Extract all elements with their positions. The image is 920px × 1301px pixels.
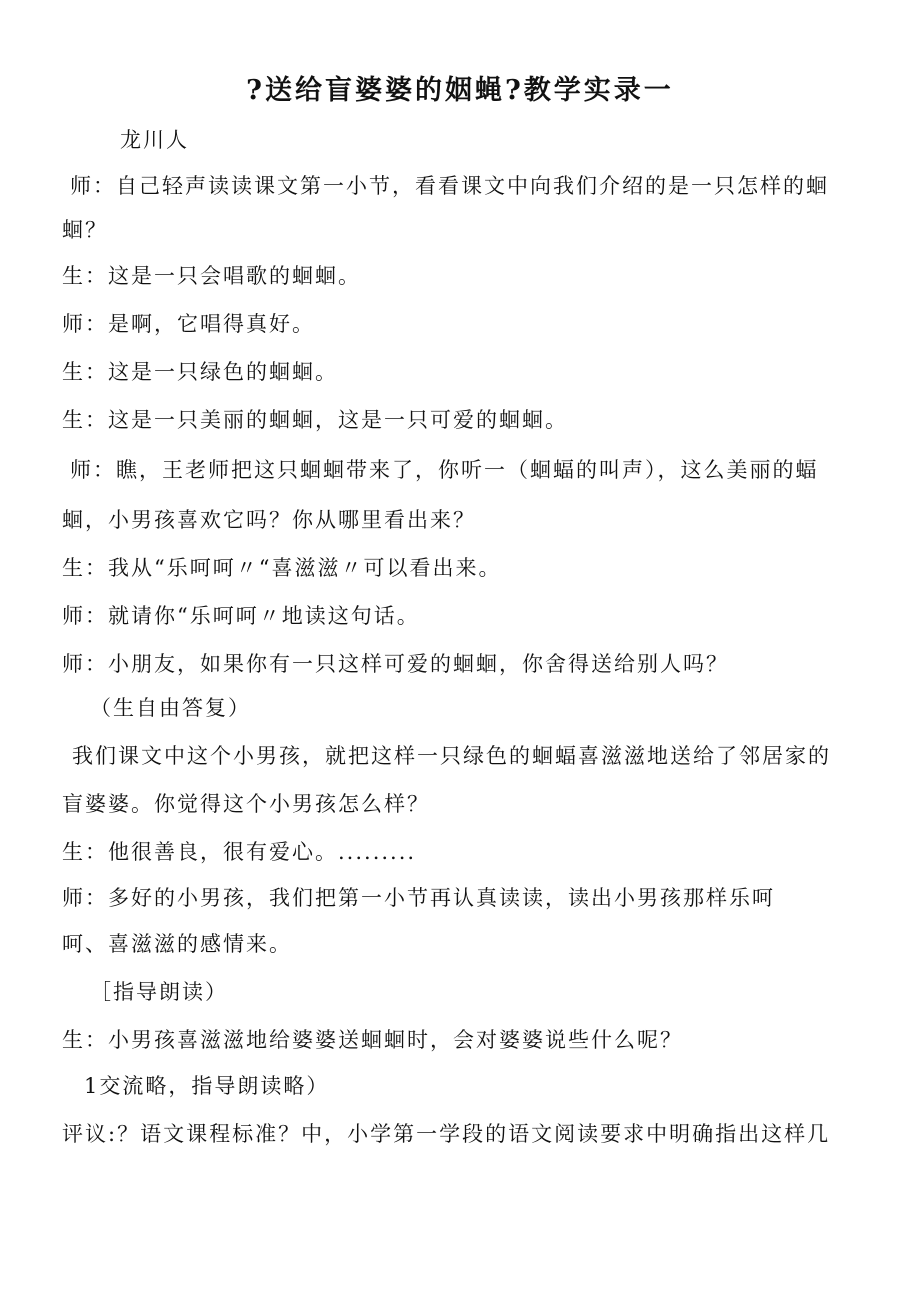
text-line: 蛔？: [62, 218, 108, 242]
text-line: 师：就请你“乐呵呵〃地读这句话。: [62, 604, 420, 628]
text-line: 师：自己轻声读读课文第一小节，看看课文中向我们介绍的是一只怎样的蛔: [70, 174, 829, 198]
text-line: 师：是啊，它唱得真好。: [62, 312, 315, 336]
text-line: 盲婆婆。你觉得这个小男孩怎么样？: [62, 792, 430, 816]
text-line: 生：这是一只会唱歌的蛔蛔。: [62, 264, 361, 288]
text-line: （生自由答复）: [90, 696, 251, 720]
author-line: 龙川人: [120, 128, 189, 152]
text-line: 呵、喜滋滋的感情来。: [62, 932, 292, 956]
text-line: 评议:？语文课程标准？中，小学第一学段的语文阅读要求中明确指出这样几: [62, 1122, 831, 1146]
text-line: 蛔，小男孩喜欢它吗？你从哪里看出来？: [62, 508, 476, 532]
text-line: 1交流略，指导朗读略）: [84, 1074, 330, 1098]
text-line: 师：瞧，王老师把这只蛔蛔带来了，你听一（蛔蝠的叫声），这么美丽的蝠: [70, 458, 819, 482]
text-line: 生：他很善良，很有爱心。.........: [62, 840, 417, 864]
text-line: 生：我从“乐呵呵〃“喜滋滋〃可以看出来。: [62, 556, 502, 580]
text-line: 师：小朋友，如果你有一只这样可爱的蛔蛔，你舍得送给别人吗？: [62, 652, 729, 676]
text-line: 生：这是一只美丽的蛔蛔，这是一只可爱的蛔蛔。: [62, 408, 568, 432]
text-line: ［指导朗读）: [90, 980, 228, 1004]
text-line: 我们课文中这个小男孩，就把这样一只绿色的蛔蝠喜滋滋地送给了邻居家的: [72, 744, 831, 768]
text-line: 师：多好的小男孩，我们把第一小节再认真读读，读出小男孩那样乐呵: [62, 886, 775, 910]
text-line: 生：小男孩喜滋滋地给婆婆送蛔蛔时，会对婆婆说些什么呢？: [62, 1028, 683, 1052]
page-title: ?送给盲婆婆的姻蝇?教学实录一: [246, 75, 674, 106]
text-line: 生：这是一只绿色的蛔蛔。: [62, 360, 338, 384]
